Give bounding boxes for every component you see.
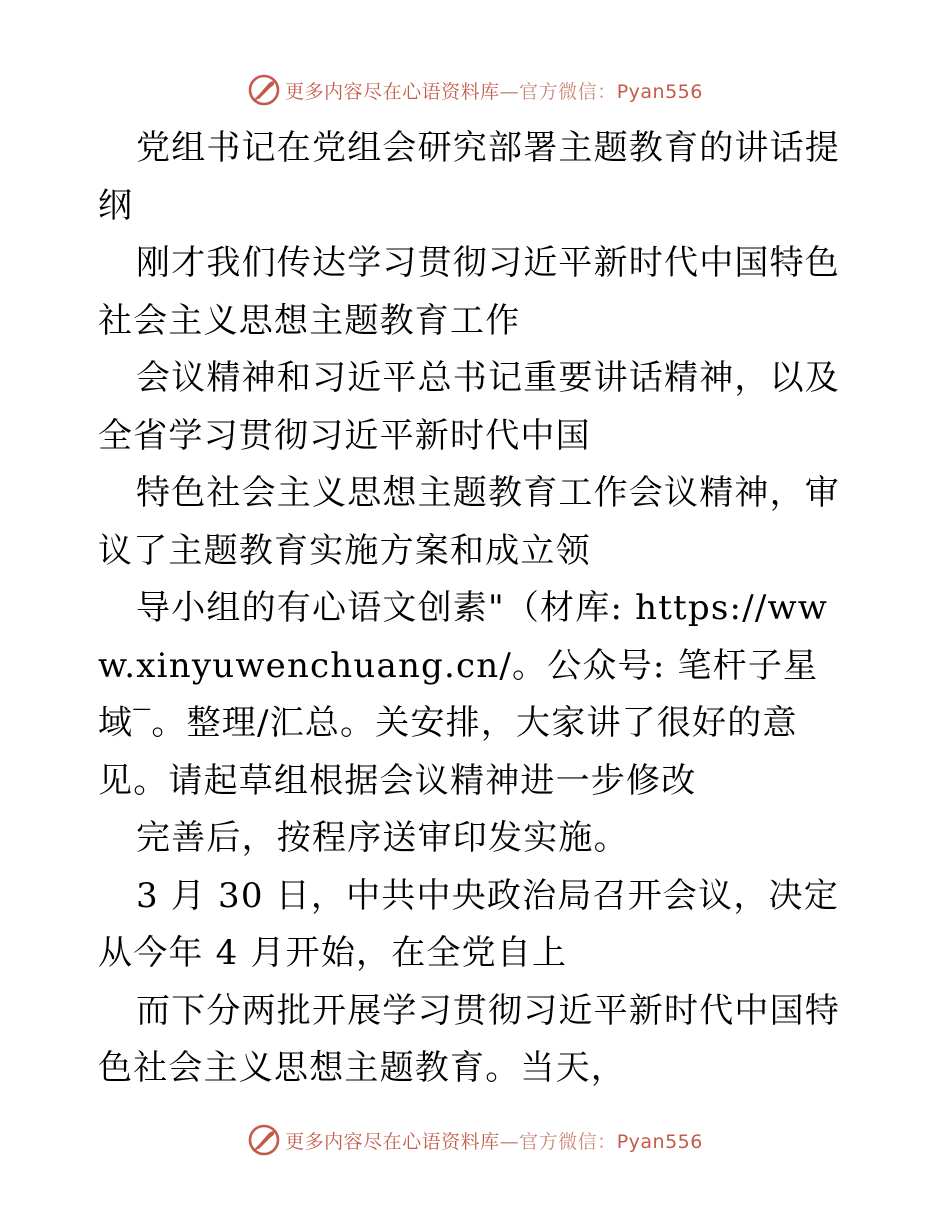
paragraph-4: 导小组的有心语文创素"（材库: https://www.xinyuwenchuang.cn/。公众号: 笔杆子星域‾。整理/汇总。关安排，大家讲了很好的意见。请起草组根据会议精神进一步修改 [98,588,829,801]
quill-logo-icon [247,1123,281,1157]
document-title: 党组书记在党组会研究部署主题教育的讲话提纲 [98,128,840,226]
paragraph-5: 完善后，按程序送审印发实施。 [136,818,629,858]
watermark-wechat-handle: Pyan556 [616,80,703,103]
watermark-wechat-label: 官方微信： [519,80,617,103]
watermark-brand: 更多内容尽在心语资料库 [285,80,500,103]
footer-watermark-banner [0,1120,950,1160]
watermark-separator: — [499,80,520,103]
watermark-text [285,77,703,104]
watermark-wechat-handle: Pyan556 [616,1130,703,1153]
watermark-separator: — [499,1130,520,1153]
paragraph-6: 3 月 30 日，中共中央政治局召开会议，决定从今年 4 月开始，在全党自上 [98,875,839,973]
paragraph-7: 而下分两批开展学习贯彻习近平新时代中国特色社会主义思想主题教育。当天， [98,990,840,1088]
paragraph-1: 刚才我们传达学习贯彻习近平新时代中国特色社会主义思想主题教育工作 [98,243,840,341]
paragraph-2: 会议精神和习近平总书记重要讲话精神，以及全省学习贯彻习近平新时代中国 [98,358,840,456]
document-body [98,120,853,1098]
watermark-text [285,1127,703,1154]
header-watermark-banner [0,70,950,110]
watermark-wechat-label: 官方微信： [519,1130,617,1153]
watermark-brand: 更多内容尽在心语资料库 [285,1130,500,1153]
paragraph-3: 特色社会主义思想主题教育工作会议精神，审议了主题教育实施方案和成立领 [98,473,840,571]
quill-logo-icon [247,73,281,107]
